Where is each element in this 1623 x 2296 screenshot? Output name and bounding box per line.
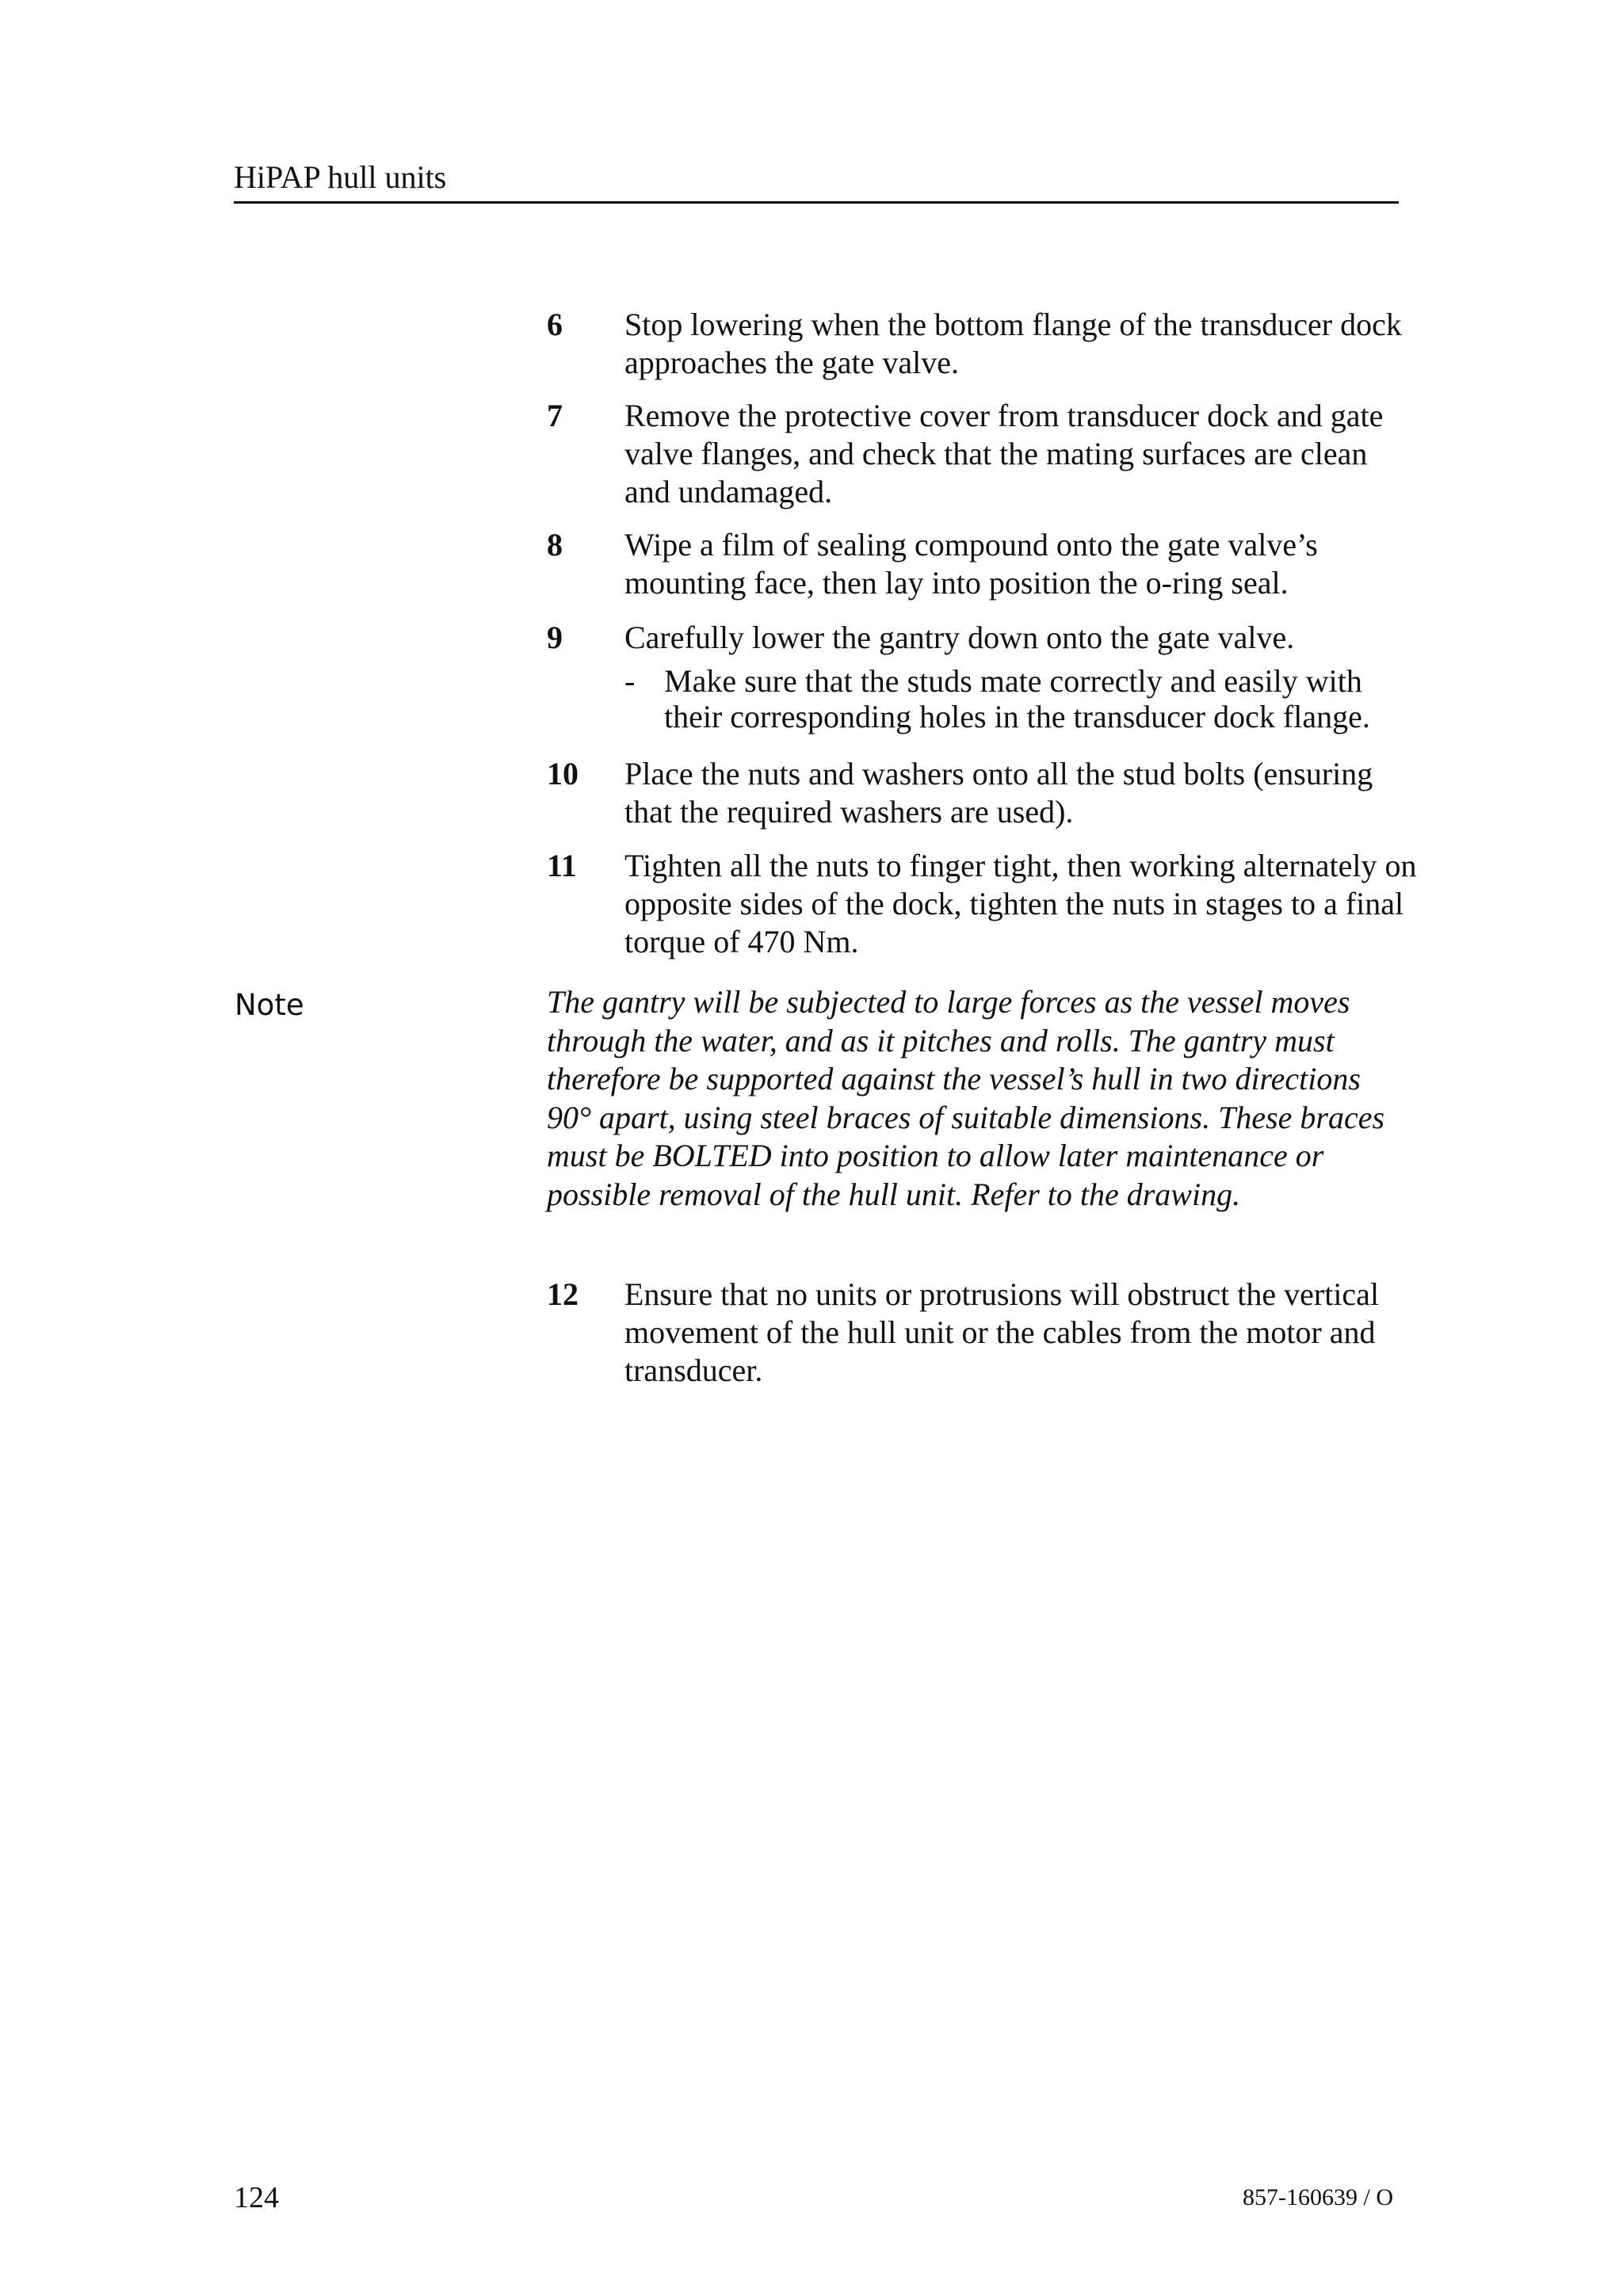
step-text: Wipe a film of sealing compound onto the gate valve’s mounting face, then lay into position the o-ring seal. [624,527,1318,601]
step-text: Remove the protective cover from transducer dock and gate valve flanges, and check that the mating surfaces are clean and undamaged. [624,398,1384,509]
step-number: 10 [547,756,579,791]
step-number: 11 [547,848,577,883]
document-id: 857-160639 / O [1243,2184,1393,2210]
note-label: Note [235,988,304,1022]
step-number: 9 [547,620,563,655]
step-number: 8 [547,527,563,563]
step-text: Ensure that no units or protrusions will obstruct the vertical movement of the hull unit or the cables from the motor and transducer. [624,1276,1380,1388]
note-text: The gantry will be subjected to large forces as the vessel moves through the water, and as it pitches and rolls. The gantry must therefore be supported against the vessel’s hull in two directions 90° apart, using steel braces of suitable dimensions. These braces must be BOLTED into position to allow later maintenance or possible removal of the hull unit. Refer to the drawing. [547,984,1385,1212]
step-text: Tighten all the nuts to finger tight, then working alternately on opposite sides of the dock, tighten the nuts in stages to a final torque of 470 Nm. [624,848,1417,959]
sub-item-text: Make sure that the studs mate correctly and easily with their corresponding holes in the transducer dock flange. [664,663,1370,734]
page-number: 124 [234,2181,279,2214]
step-text: Place the nuts and washers onto all the stud bolts (ensuring that the required washers are used). [624,756,1373,830]
step-number: 12 [547,1276,579,1312]
page-header [234,155,1399,204]
step-number: 6 [547,307,563,342]
step-text: Stop lowering when the bottom flange of the transducer dock approaches the gate valve. [624,307,1402,380]
header-title: HiPAP hull units [234,159,447,195]
dash-bullet: - [624,663,636,699]
step-number: 7 [547,398,563,433]
step-text: Carefully lower the gantry down onto the gate valve. [624,620,1295,655]
